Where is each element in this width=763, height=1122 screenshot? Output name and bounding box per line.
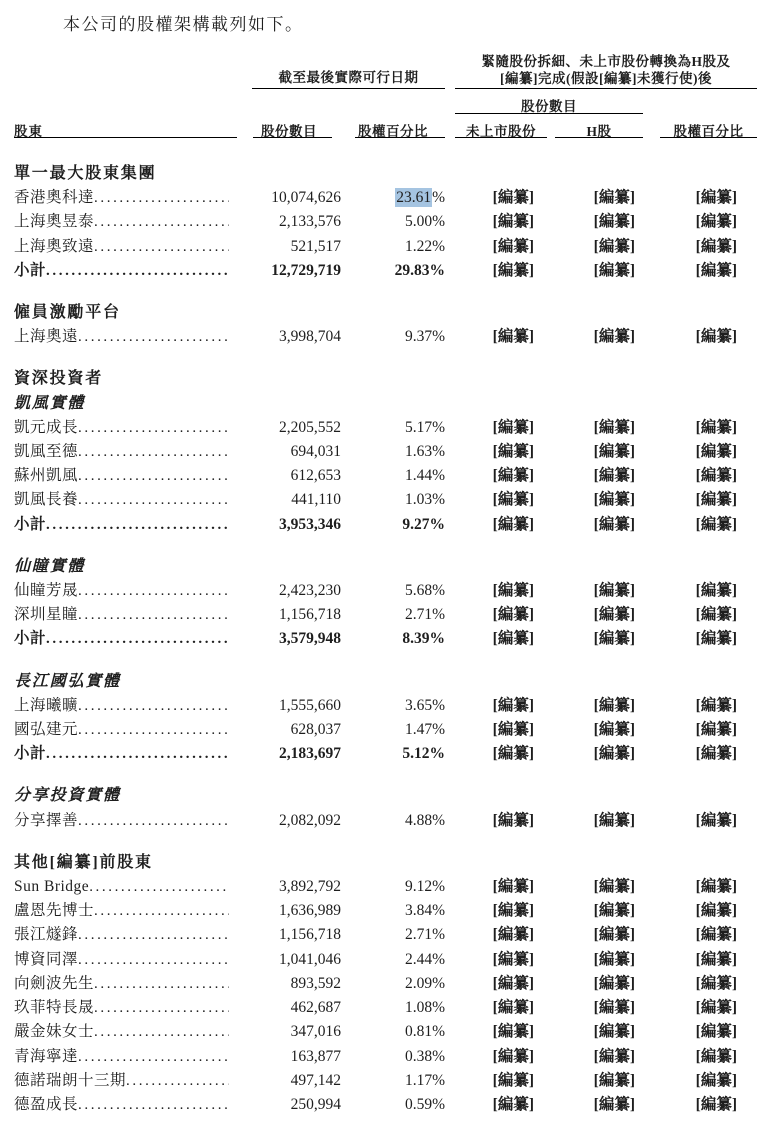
post-pct-cell: [編纂]: [695, 418, 737, 436]
shareholder-name-cell: [14, 809, 237, 833]
unlisted-shares-cell: [編纂]: [492, 418, 534, 436]
section-heading: 其他[編纂]前股東: [14, 853, 153, 871]
unlisted-shares-cell: [編纂]: [492, 721, 534, 739]
shareholder-name: 國弘建元: [14, 721, 79, 739]
post-pct-cell: [編纂]: [695, 1047, 737, 1065]
pct-cell: 29.83%: [394, 261, 445, 279]
unlisted-shares-cell: [編纂]: [492, 261, 534, 279]
unlisted-shares-cell: [編纂]: [492, 189, 534, 207]
unlisted-shares-cell: [編纂]: [492, 606, 534, 624]
h-shares-cell: [編纂]: [593, 418, 635, 436]
unlisted-shares-cell: [編纂]: [492, 237, 534, 255]
section-heading: 凱風實體: [14, 394, 86, 412]
table-row: [0, 718, 763, 742]
shares-cell: 12,729,719: [271, 261, 341, 279]
header-col-h-shares: H股: [586, 124, 612, 139]
table-section: [0, 367, 763, 536]
shareholder-name-cell: [14, 1045, 237, 1069]
table-section: [0, 555, 763, 652]
h-shares-cell: [編纂]: [593, 237, 635, 255]
shareholder-name-cell: [14, 235, 237, 259]
h-shares-cell: [編纂]: [593, 878, 635, 896]
shareholder-name-cell: [14, 210, 237, 234]
shares-cell: 163,877: [290, 1047, 341, 1065]
table-row: [0, 186, 763, 210]
pct-cell: 2.71%: [404, 606, 445, 624]
unlisted-shares-cell: [編纂]: [492, 491, 534, 509]
unlisted-shares-cell: [編纂]: [492, 696, 534, 714]
pct-cell: 1.22%: [404, 237, 445, 255]
leader-dots: [78, 416, 229, 440]
shareholder-name: 深圳星瞳: [14, 606, 79, 624]
shareholder-name: 玖菲特長晟: [14, 999, 95, 1017]
unlisted-shares-cell: [編纂]: [492, 328, 534, 346]
shareholder-name-cell: [14, 416, 237, 440]
h-shares-cell: [編纂]: [593, 515, 635, 533]
section-heading: 分享投資實體: [14, 787, 121, 805]
header-subgroup-label: 股份數目: [521, 99, 577, 114]
post-pct-cell: [編纂]: [695, 999, 737, 1017]
table-section: [0, 301, 763, 349]
table-row: [0, 1045, 763, 1069]
table-row: [0, 972, 763, 996]
table-row: [0, 1093, 763, 1117]
shareholder-name: 香港奧科達: [14, 189, 95, 207]
post-pct-cell: [編纂]: [695, 443, 737, 461]
h-shares-cell: [編纂]: [593, 1095, 635, 1113]
leader-dots: [126, 1069, 229, 1093]
shareholder-name: 小計: [14, 515, 47, 533]
post-pct-cell: [編纂]: [695, 491, 737, 509]
shares-cell: 462,687: [290, 999, 341, 1017]
post-pct-cell: [編纂]: [695, 630, 737, 648]
leader-dots: [46, 259, 229, 283]
h-shares-cell: [編纂]: [593, 721, 635, 739]
shares-cell: 3,953,346: [279, 515, 341, 533]
header-rule-pct: [355, 137, 445, 138]
shareholder-name: 小計: [14, 261, 47, 279]
shareholder-name: 博資同澤: [14, 950, 79, 968]
shareholder-name: 嚴金妹女士: [14, 1023, 95, 1041]
shareholder-name-cell: [14, 742, 237, 766]
unlisted-shares-cell: [編纂]: [492, 582, 534, 600]
shares-cell: 2,423,230: [279, 582, 341, 600]
header-rule-shareholder: [14, 137, 237, 138]
post-pct-cell: [編纂]: [695, 745, 737, 763]
shareholder-name: 凱元成長: [14, 418, 79, 436]
table-row: [0, 742, 763, 766]
leader-dots: [78, 579, 229, 603]
table-row: [0, 513, 763, 537]
post-pct-cell: [編纂]: [695, 606, 737, 624]
h-shares-cell: [編纂]: [593, 926, 635, 944]
shares-cell: 497,142: [290, 1071, 341, 1089]
shares-cell: 1,156,718: [279, 606, 341, 624]
h-shares-cell: [編纂]: [593, 1023, 635, 1041]
shares-cell: 2,205,552: [279, 418, 341, 436]
leader-dots: [94, 1020, 229, 1044]
table-row: [0, 416, 763, 440]
shareholder-name-cell: [14, 996, 237, 1020]
header-rule-unlisted: [455, 137, 547, 138]
h-shares-cell: [編纂]: [593, 328, 635, 346]
text-selection-highlight: 23.61: [396, 189, 432, 207]
table-row: [0, 210, 763, 234]
leader-dots: [78, 948, 229, 972]
leader-dots: [78, 923, 229, 947]
post-pct-cell: [編纂]: [695, 328, 737, 346]
shareholder-name: 小計: [14, 630, 47, 648]
shareholder-name: 仙瞳芳晟: [14, 582, 79, 600]
unlisted-shares-cell: [編纂]: [492, 902, 534, 920]
unlisted-shares-cell: [編纂]: [492, 1095, 534, 1113]
unlisted-shares-cell: [編纂]: [492, 630, 534, 648]
pct-cell: 4.88%: [404, 811, 445, 829]
shares-cell: 1,041,046: [279, 950, 341, 968]
post-pct-cell: [編纂]: [695, 213, 737, 231]
shareholder-name-cell: [14, 488, 237, 512]
pct-cell: 1.08%: [404, 999, 445, 1017]
leader-dots: [94, 972, 229, 996]
section-heading: 單一最大股東集團: [14, 165, 157, 182]
shares-cell: 3,892,792: [279, 878, 341, 896]
h-shares-cell: [編纂]: [593, 1071, 635, 1089]
shareholder-name: 凱風至德: [14, 443, 79, 461]
header-col-pct: 股權百分比: [358, 124, 428, 139]
shareholder-name-cell: [14, 627, 237, 651]
shareholder-name-cell: [14, 440, 237, 464]
pct-cell: 9.37%: [404, 328, 445, 346]
post-pct-cell: [編纂]: [695, 237, 737, 255]
leader-dots: [89, 875, 229, 899]
shares-cell: 10,074,626: [271, 189, 341, 207]
leader-dots: [78, 464, 229, 488]
post-pct-cell: [編纂]: [695, 261, 737, 279]
table-row: [0, 235, 763, 259]
header-col-shareholder: 股東: [14, 124, 43, 139]
pct-cell: 23.61%: [396, 189, 445, 207]
h-shares-cell: [編纂]: [593, 443, 635, 461]
post-pct-cell: [編纂]: [695, 974, 737, 992]
table-section: [0, 851, 763, 1117]
shareholder-name: 凱風長養: [14, 491, 79, 509]
shareholder-name-cell: [14, 259, 237, 283]
header-rule-post-pct: [660, 137, 757, 138]
shareholder-name: 盧恩先博士: [14, 902, 95, 920]
table-row: [0, 579, 763, 603]
shares-cell: 1,636,989: [279, 902, 341, 920]
shareholder-name: 上海奧遠: [14, 328, 79, 346]
shareholder-name-cell: [14, 1093, 237, 1117]
section-heading: 資深投資者: [14, 370, 104, 388]
shareholder-name: 上海曦曠: [14, 696, 79, 714]
unlisted-shares-cell: [編纂]: [492, 1071, 534, 1089]
leader-dots: [78, 1045, 229, 1069]
shareholder-name: 蘇州凱風: [14, 467, 79, 485]
pct-cell: 0.59%: [404, 1095, 445, 1113]
table-row: [0, 694, 763, 718]
leader-dots: [78, 809, 229, 833]
unlisted-shares-cell: [編纂]: [492, 1023, 534, 1041]
leader-dots: [94, 235, 229, 259]
unlisted-shares-cell: [編纂]: [492, 950, 534, 968]
h-shares-cell: [編纂]: [593, 999, 635, 1017]
unlisted-shares-cell: [編纂]: [492, 467, 534, 485]
unlisted-shares-cell: [編纂]: [492, 974, 534, 992]
unlisted-shares-cell: [編纂]: [492, 515, 534, 533]
h-shares-cell: [編纂]: [593, 811, 635, 829]
header-rule-subgroup: [455, 113, 643, 114]
header-rule-group1: [252, 88, 445, 89]
post-pct-cell: [編纂]: [695, 189, 737, 207]
shareholder-name: 上海奧昱泰: [14, 213, 95, 231]
h-shares-cell: [編纂]: [593, 902, 635, 920]
shareholder-name-cell: [14, 1069, 237, 1093]
h-shares-cell: [編纂]: [593, 974, 635, 992]
pct-cell: 5.68%: [404, 582, 445, 600]
shares-cell: 250,994: [290, 1095, 341, 1113]
leader-dots: [94, 996, 229, 1020]
leader-dots: [46, 627, 229, 651]
table-row: [0, 488, 763, 512]
shareholder-name: 張江燧鋒: [14, 926, 79, 944]
h-shares-cell: [編纂]: [593, 1047, 635, 1065]
shareholder-name-cell: [14, 513, 237, 537]
header-rule-group2: [455, 88, 757, 89]
shareholder-name-cell: [14, 579, 237, 603]
pct-cell: 2.71%: [404, 926, 445, 944]
table-body: [0, 162, 763, 1117]
table-row: [0, 923, 763, 947]
shareholder-name: Sun Bridge: [14, 878, 90, 896]
shareholder-name-cell: [14, 875, 237, 899]
leader-dots: [78, 718, 229, 742]
post-pct-cell: [編纂]: [695, 811, 737, 829]
shareholder-name: 分享擇善: [14, 811, 79, 829]
leader-dots: [78, 694, 229, 718]
table-row: [0, 1020, 763, 1044]
pct-cell: 3.65%: [404, 696, 445, 714]
leader-dots: [78, 1093, 229, 1117]
h-shares-cell: [編纂]: [593, 582, 635, 600]
h-shares-cell: [編纂]: [593, 745, 635, 763]
shareholder-name-cell: [14, 718, 237, 742]
table-row: [0, 809, 763, 833]
shareholder-name-cell: [14, 603, 237, 627]
pct-cell: 0.38%: [404, 1047, 445, 1065]
leader-dots: [78, 440, 229, 464]
shareholder-name-cell: [14, 325, 237, 349]
post-pct-cell: [編纂]: [695, 467, 737, 485]
pct-cell: 5.00%: [404, 213, 445, 231]
table-row: [0, 464, 763, 488]
shares-cell: 628,037: [290, 721, 341, 739]
unlisted-shares-cell: [編纂]: [492, 443, 534, 461]
h-shares-cell: [編纂]: [593, 630, 635, 648]
pct-cell: 1.17%: [404, 1071, 445, 1089]
table-section: [0, 670, 763, 767]
unlisted-shares-cell: [編纂]: [492, 1047, 534, 1065]
pct-cell: 0.81%: [404, 1023, 445, 1041]
leader-dots: [94, 899, 229, 923]
h-shares-cell: [編纂]: [593, 950, 635, 968]
post-pct-cell: [編纂]: [695, 1071, 737, 1089]
unlisted-shares-cell: [編纂]: [492, 811, 534, 829]
pct-cell: 8.39%: [402, 630, 445, 648]
table-row: [0, 948, 763, 972]
section-heading: 仙瞳實體: [14, 557, 86, 575]
h-shares-cell: [編纂]: [593, 189, 635, 207]
post-pct-cell: [編纂]: [695, 696, 737, 714]
header-rule-shares: [253, 137, 332, 138]
shareholder-name: 德盈成長: [14, 1095, 79, 1113]
shares-cell: 3,998,704: [279, 328, 341, 346]
pct-cell: 1.63%: [404, 443, 445, 461]
pct-cell: 5.17%: [404, 418, 445, 436]
header-group2-title-line2: [編纂]完成(假設[編纂]未獲行使)後: [500, 71, 712, 86]
header-group1-title: 截至最後實際可行日期: [278, 70, 419, 85]
h-shares-cell: [編纂]: [593, 467, 635, 485]
leader-dots: [78, 488, 229, 512]
shares-cell: 694,031: [290, 443, 341, 461]
unlisted-shares-cell: [編纂]: [492, 213, 534, 231]
page-title: 本公司的股權架構載列如下。: [63, 15, 304, 34]
table-section: [0, 784, 763, 832]
h-shares-cell: [編纂]: [593, 606, 635, 624]
h-shares-cell: [編纂]: [593, 696, 635, 714]
pct-cell: 9.27%: [402, 515, 445, 533]
header-group2-title-line1: 緊隨股份拆細、未上市股份轉換為H股及: [481, 54, 731, 69]
post-pct-cell: [編纂]: [695, 1023, 737, 1041]
shareholder-name: 小計: [14, 745, 47, 763]
pct-cell: 3.84%: [404, 902, 445, 920]
shares-cell: 2,133,576: [279, 213, 341, 231]
post-pct-cell: [編纂]: [695, 926, 737, 944]
shareholder-name-cell: [14, 899, 237, 923]
table-row: [0, 325, 763, 349]
shareholder-name: 向劍波先生: [14, 974, 95, 992]
shareholder-name-cell: [14, 972, 237, 996]
leader-dots: [94, 210, 229, 234]
shares-cell: 612,653: [290, 467, 341, 485]
pct-cell: 1.44%: [404, 467, 445, 485]
shareholder-name-cell: [14, 186, 237, 210]
shareholder-name: 上海奧致遠: [14, 237, 95, 255]
shareholder-name: 德諾瑞朗十三期: [14, 1071, 127, 1089]
shares-cell: 2,183,697: [279, 745, 341, 763]
shareholder-name-cell: [14, 948, 237, 972]
table-row: [0, 627, 763, 651]
section-heading: 僱員激勵平台: [14, 304, 121, 322]
unlisted-shares-cell: [編纂]: [492, 745, 534, 763]
table-row: [0, 440, 763, 464]
shares-cell: 347,016: [290, 1023, 341, 1041]
header-rule-h: [555, 137, 643, 138]
header-col-post-pct: 股權百分比: [673, 124, 744, 139]
header-col-unlisted-shares: 未上市股份: [466, 124, 536, 139]
post-pct-cell: [編纂]: [695, 1095, 737, 1113]
shares-cell: 1,156,718: [279, 926, 341, 944]
pct-cell: 1.47%: [404, 721, 445, 739]
table-row: [0, 603, 763, 627]
unlisted-shares-cell: [編纂]: [492, 926, 534, 944]
unlisted-shares-cell: [編纂]: [492, 999, 534, 1017]
leader-dots: [46, 742, 229, 766]
shares-cell: 441,110: [291, 491, 341, 509]
leader-dots: [94, 186, 229, 210]
shares-cell: 1,555,660: [279, 696, 341, 714]
shares-cell: 2,082,092: [279, 811, 341, 829]
shareholder-name: 青海寧達: [14, 1047, 79, 1065]
post-pct-cell: [編纂]: [695, 950, 737, 968]
pct-cell: 2.09%: [404, 974, 445, 992]
section-heading: 長江國弘實體: [14, 672, 121, 690]
leader-dots: [46, 513, 229, 537]
post-pct-cell: [編纂]: [695, 515, 737, 533]
shareholder-name-cell: [14, 1020, 237, 1044]
table-row: [0, 259, 763, 283]
table-row: [0, 996, 763, 1020]
leader-dots: [78, 603, 229, 627]
post-pct-cell: [編纂]: [695, 878, 737, 896]
h-shares-cell: [編纂]: [593, 491, 635, 509]
post-pct-cell: [編纂]: [695, 582, 737, 600]
pct-cell: 2.44%: [404, 950, 445, 968]
pct-cell: 5.12%: [402, 745, 445, 763]
table-row: [0, 875, 763, 899]
shares-cell: 521,517: [290, 237, 341, 255]
post-pct-cell: [編纂]: [695, 902, 737, 920]
header-col-shares: 股份數目: [261, 124, 317, 139]
leader-dots: [78, 325, 229, 349]
pct-cell: 1.03%: [404, 491, 445, 509]
table-row: [0, 1069, 763, 1093]
pct-cell: 9.12%: [404, 878, 445, 896]
shares-cell: 893,592: [290, 974, 341, 992]
shareholder-name-cell: [14, 464, 237, 488]
h-shares-cell: [編纂]: [593, 213, 635, 231]
shares-cell: 3,579,948: [279, 630, 341, 648]
table-row: [0, 899, 763, 923]
shareholder-name-cell: [14, 694, 237, 718]
unlisted-shares-cell: [編纂]: [492, 878, 534, 896]
table-section: [0, 162, 763, 283]
h-shares-cell: [編纂]: [593, 261, 635, 279]
post-pct-cell: [編纂]: [695, 721, 737, 739]
shareholder-name-cell: [14, 923, 237, 947]
